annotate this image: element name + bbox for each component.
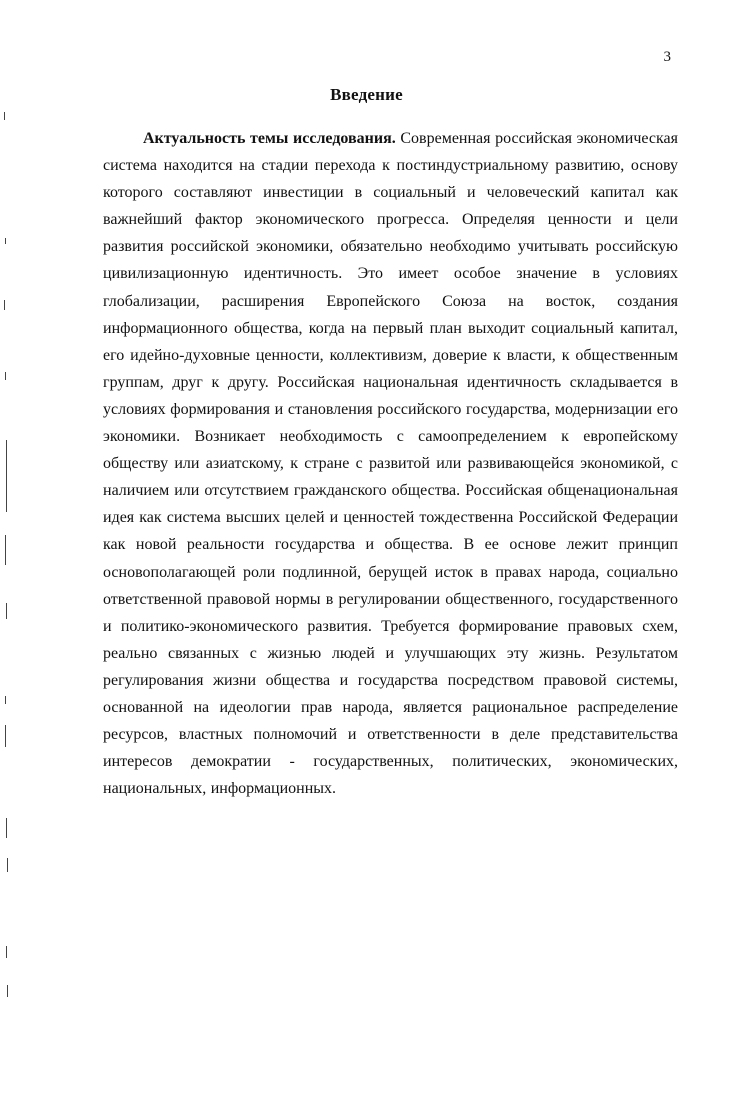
scan-mark [6,818,7,838]
scan-mark [6,603,7,619]
scan-mark [5,696,6,704]
scan-mark [7,985,8,997]
body-paragraph [103,125,678,802]
page-number: 3 [663,49,671,65]
scan-mark [4,300,5,310]
scan-mark [5,238,6,244]
scan-mark [6,946,7,958]
scan-mark [5,372,6,380]
paragraph-lead: Актуальность темы исследования. [143,130,396,147]
scan-mark [5,535,6,565]
section-title: Введение [330,85,403,104]
paragraph-text: Современная российская экономическая система находится на стадии перехода к постиндустриальному развитию, основу которого составляют инвестиции в социальный и человеческий капитал как важнейший фактор экономического прогресса. Определяя ценности и цели развития российской экономики, обязательно необходимо учитывать российскую цивилизационную идентичность. Это имеет особое значение в условиях глобализации, расширения Европейского Союза на восток, создания информационного общества, когда на первый план выходит социальный капитал, его идейно-духовные ценности, коллективизм, доверие к власти, к общественным группам, друг к другу. Российская национальная идентичность складывается в условиях формирования и становления российского государства, модернизации его экономики. Возникает необходимость с самоопределением к европейскому обществу или азиатскому, к стране с развитой или развивающейся экономикой, с наличием или отсутствием гражданского общества. Российская общенациональная идея как система высших целей и ценностей тождественна Российской Федерации как новой реальности государства и общества. В ее основе лежит принцип основополагающей роли подлинной, берущей исток в правах народа, социально ответственной правовой нормы в регулировании общественного, государственного и политико-экономического развития. Требуется формирование правовых схем, реально связанных с жизнью людей и улучшающих эту жизнь. Результатом регулирования жизни общества и государства посредством правовой системы, основанной на идеологии прав народа, является рациональное распределение ресурсов, властных полномочий и ответственности в деле представительства интересов демократии - государственных, политических, экономических, национальных, информационных. [103,130,678,798]
scan-mark [6,440,7,512]
scan-mark [7,858,8,872]
scan-mark [5,725,6,747]
scan-margin-marks [0,0,14,1100]
scan-mark [4,112,5,120]
